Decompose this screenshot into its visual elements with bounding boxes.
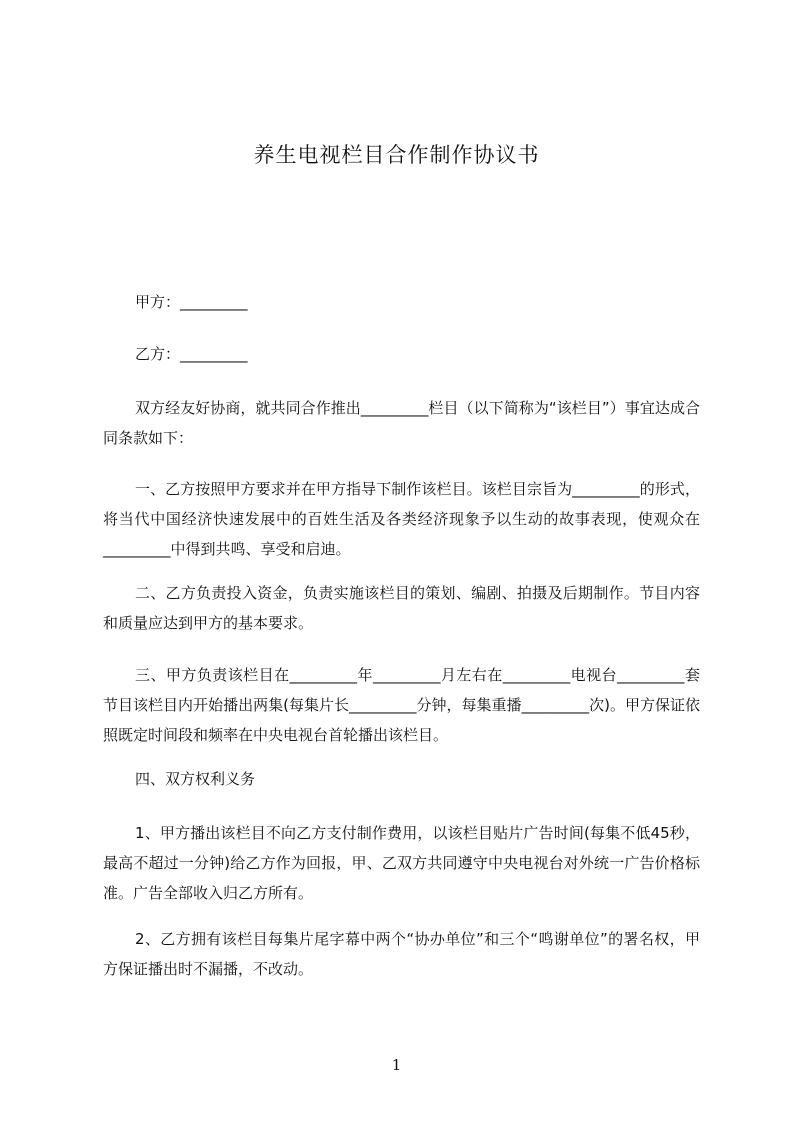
- party-b-line: 乙方：_________: [135, 345, 248, 363]
- clause-4-heading: 四、双方权利义务: [135, 770, 256, 788]
- clause-1-paragraph: 一、乙方按照甲方要求并在甲方指导下制作该栏目。该栏目宗旨为_________的形式，将当代中国经济快速发展中的百姓生活及各类经济现象予以生动的故事表现，使观众在_________中得到共鸣、享受和启迪。: [103, 480, 700, 558]
- preamble-paragraph: 双方经友好协商，就共同合作推出_________栏目（以下简称为“该栏目”）事宜达成合同条款如下：: [103, 399, 700, 447]
- clause-4-item-2: 2、乙方拥有该栏目每集片尾字幕中两个“协办单位”和三个“鸣谢单位”的署名权，甲方保证播出时不漏播，不改动。: [103, 930, 700, 978]
- clause-3-paragraph: 三、甲方负责该栏目在_________年_________月左右在_________电视台_________套节目该栏目内开始播出两集(每集片长_________分钟，每集重播_________次)。甲方保证依照既定时间段和频率在中央电视台首轮播出该栏目。: [103, 666, 700, 744]
- page-number: 1: [391, 1056, 402, 1074]
- clause-2-paragraph: 二、乙方负责投入资金，负责实施该栏目的策划、编剧、拍摄及后期制作。节目内容和质量应达到甲方的基本要求。: [103, 584, 700, 632]
- party-a-line: 甲方：_________: [135, 293, 248, 311]
- document-title: 养生电视栏目合作制作协议书: [253, 143, 540, 167]
- clause-4-item-1: 1、甲方播出该栏目不向乙方支付制作费用，以该栏目贴片广告时间(每集不低45秒，最高不超过一分钟)给乙方作为回报，甲、乙双方共同遵守中央电视台对外统一广告价格标准。广告全部收入归乙方所有。: [103, 824, 700, 902]
